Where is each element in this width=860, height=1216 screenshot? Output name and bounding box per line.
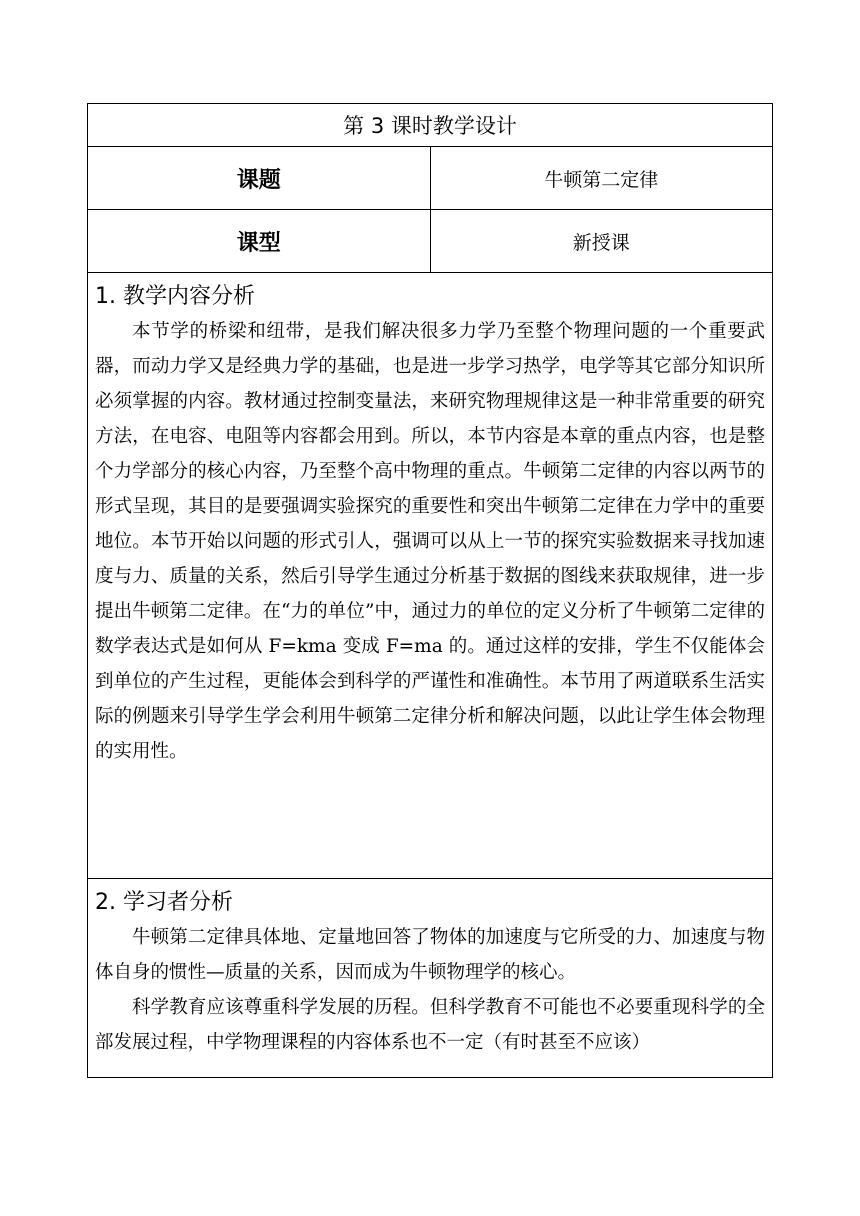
title-row <box>88 104 773 147</box>
type-value: 新授课 <box>430 210 773 273</box>
learner-analysis-cell <box>88 879 773 1078</box>
learner-analysis-paragraph-1: 牛顿第二定律具体地、定量地回答了物体的加速度与它所受的力、加速度与物体自身的惯性—质量的关系，因而成为牛顿物理学的核心。 <box>95 927 765 983</box>
content-analysis-cell <box>88 273 773 879</box>
learner-analysis-paragraph-2: 科学教育应该尊重科学发展的历程。但科学教育不可能也不必要重现科学的全部发展过程，中学物理课程的内容体系也不一定（有时甚至不应该） <box>95 997 765 1053</box>
topic-row <box>88 147 773 210</box>
content-analysis-heading: 1. 教学内容分析 <box>95 284 255 309</box>
topic-label: 课题 <box>88 147 431 210</box>
type-label: 课型 <box>88 210 431 273</box>
topic-value: 牛顿第二定律 <box>430 147 773 210</box>
learner-analysis-row <box>88 879 773 1078</box>
learner-analysis-content <box>95 879 765 1077</box>
page-title: 第 3 课时教学设计 <box>88 104 773 147</box>
content-analysis-row <box>88 273 773 879</box>
content-analysis-paragraph: 本节学的桥梁和纽带，是我们解决很多力学乃至整个物理问题的一个重要武器，而动力学又是经典力学的基础，也是进一步学习热学，电学等其它部分知识所必须掌握的内容。教材通过控制变量法，来研究物理规律这是一种非常重要的研究方法，在电容、电阻等内容都会用到。所以，本节内容是本章的重点内容，也是整个力学部分的核心内容，乃至整个高中物理的重点。牛顿第二定律的内容以两节的形式呈现，其目的是要强调实验探究的重要性和突出牛顿第二定律在力学中的重要地位。本节开始以问题的形式引人，强调可以从上一节的探究实验数据来寻找加速度与力、质量的关系，然后引导学生通过分析基于数据的图线来获取规律，进一步提出牛顿第二定律。在“力的单位”中，通过力的单位的定义分析了牛顿第二定律的数学表达式是如何从 F=kma 变成 F=ma 的。通过这样的安排，学生不仅能体会到单位的产生过程，更能体会到科学的严谨性和准确性。本节用了两道联系生活实际的例题来引导学生学会利用牛顿第二定律分析和解决问题，以此让学生体会物理的实用性。 <box>95 321 765 762</box>
learner-analysis-heading: 2. 学习者分析 <box>95 890 233 915</box>
lesson-design-table <box>87 103 773 1078</box>
type-row <box>88 210 773 273</box>
